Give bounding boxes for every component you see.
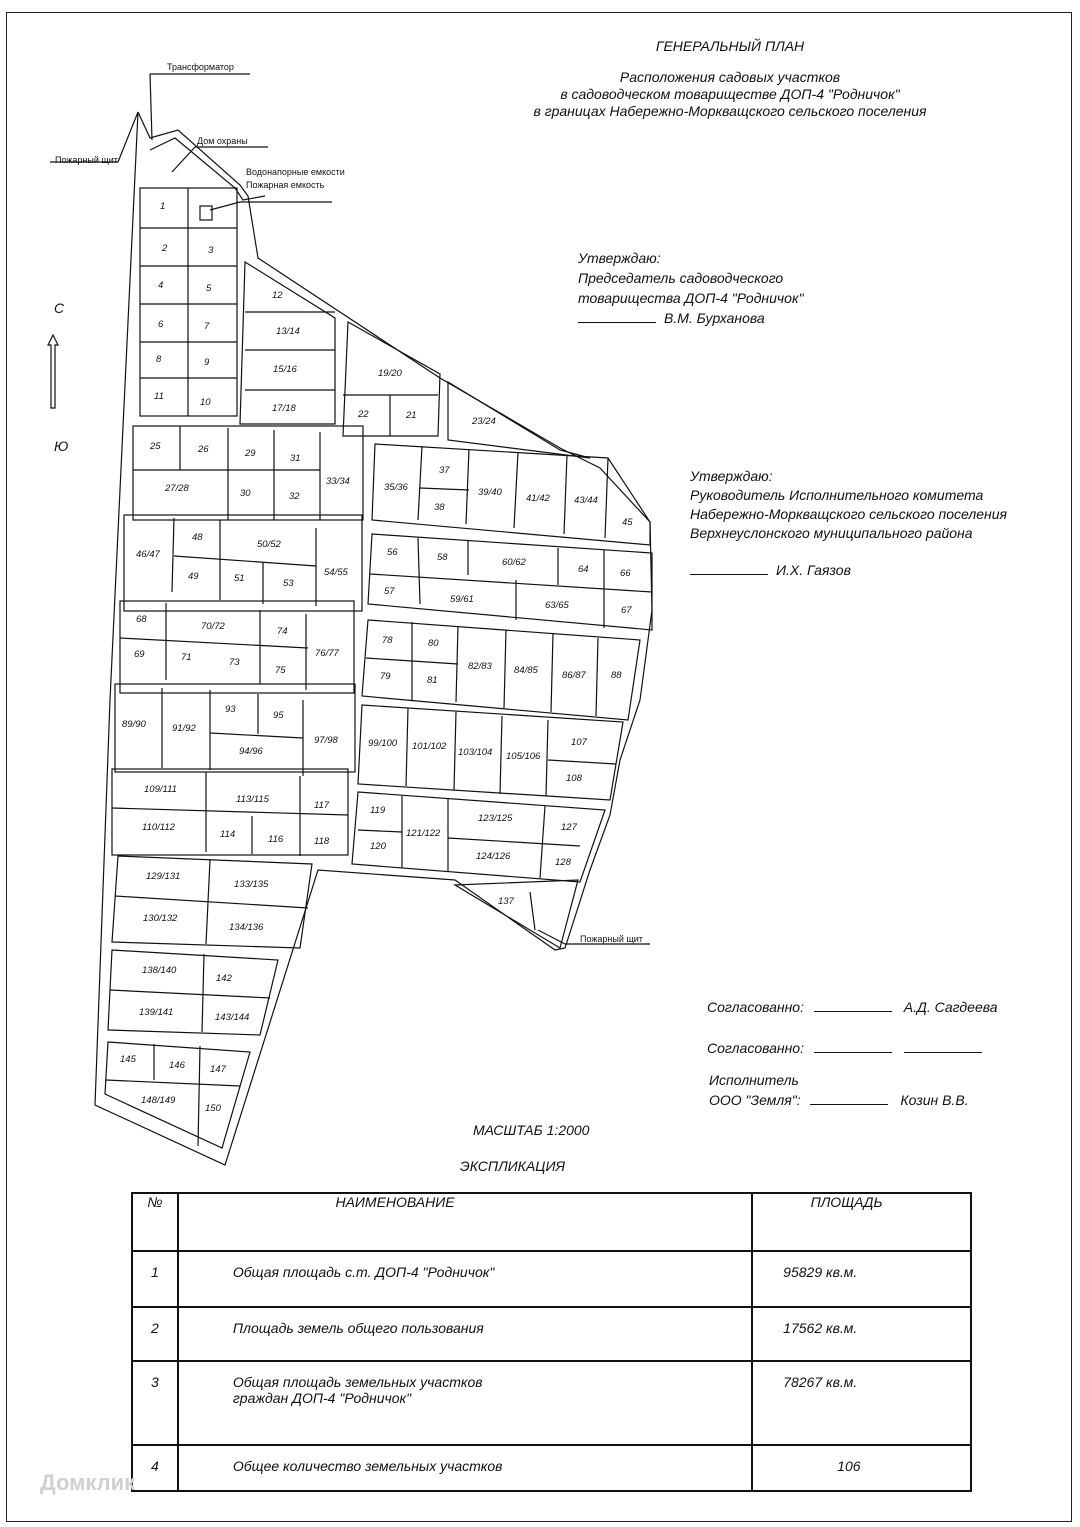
block	[133, 426, 363, 520]
plot-number-label: 5	[206, 283, 212, 294]
plot-number-label: 150	[205, 1103, 221, 1114]
plot-number-label: 116	[268, 834, 284, 845]
header-no: №	[132, 1193, 178, 1251]
plot-number-label: 66	[620, 568, 631, 579]
agreed-signer: А.Д. Сагдеева	[903, 999, 998, 1015]
plot-number-label: 31	[290, 453, 301, 464]
block	[115, 684, 355, 772]
plot-number-label: 130/132	[143, 913, 178, 924]
agreed-label: Согласованно:	[707, 999, 804, 1015]
plot-number-label: 3	[208, 245, 214, 256]
plot-number-label: 89/90	[122, 719, 146, 730]
plot-number-label: 133/135	[234, 879, 269, 890]
plot-number-label: 127	[561, 822, 577, 833]
label-water-tanks: Водонапорные емкости	[246, 167, 345, 177]
north-arrow-icon	[48, 335, 58, 408]
approval-line: Руководитель Исполнительного комитета	[690, 487, 984, 503]
row-area: 106	[752, 1445, 971, 1491]
plot-number-label: 70/72	[201, 621, 225, 632]
plot-number-label: 73	[229, 657, 240, 668]
plot-number-label: 82/83	[468, 661, 492, 672]
plot-number-label: 148/149	[141, 1095, 176, 1106]
plot-number-label: 13/14	[276, 326, 300, 337]
row-area: 78267 кв.м.	[752, 1361, 971, 1445]
plot-number-label: 118	[314, 836, 330, 847]
approval-line: товарищества ДОП-4 "Родничок"	[578, 290, 804, 306]
agreed-label: Согласованно:	[707, 1040, 804, 1056]
south-label: Ю	[54, 438, 69, 454]
plot-number-label: 9	[204, 357, 210, 368]
plot-number-label: 67	[621, 605, 632, 616]
table-row	[132, 1361, 971, 1445]
plot-number-label: 103/104	[458, 747, 493, 758]
plot-number-label: 113/115	[236, 794, 269, 805]
plot-number-label: 54/55	[324, 567, 348, 578]
row-name	[178, 1361, 752, 1445]
executor-label: Исполнитель	[709, 1072, 799, 1088]
plot-number-label: 21	[406, 410, 417, 421]
plot-number-label: 117	[314, 800, 330, 811]
plot-number-label: 10	[200, 397, 211, 408]
approval-signer: И.Х. Гаязов	[776, 562, 851, 578]
plot-number-label: 51	[234, 573, 245, 584]
plot-number-label: 76/77	[315, 648, 339, 659]
plot-number-label: 53	[283, 578, 294, 589]
block	[108, 950, 278, 1035]
scale-label: МАСШТАБ 1:2000	[473, 1122, 590, 1138]
header-name: НАИМЕНОВАНИЕ	[178, 1193, 752, 1251]
row-no: 1	[132, 1251, 178, 1307]
table-header-row	[132, 1193, 971, 1251]
plot-number-label: 68	[136, 614, 147, 625]
plot-number-label: 138/140	[142, 965, 177, 976]
table-row	[132, 1445, 971, 1491]
approval-heading: Утверждаю:	[690, 468, 773, 484]
plot-number-label: 80	[428, 638, 439, 649]
plot-number-label: 94/96	[239, 746, 263, 757]
approval-line: Председатель садоводческого	[578, 270, 784, 286]
plot-number-label: 139/141	[139, 1007, 174, 1018]
label-guard-house: Дом охраны	[197, 136, 248, 146]
plot-number-label: 145	[120, 1054, 136, 1065]
plot-number-label: 50/52	[257, 539, 281, 550]
plot-number-label: 71	[181, 652, 192, 663]
plot-number-label: 146	[169, 1060, 185, 1071]
plot-number-label: 78	[382, 635, 393, 646]
row-name: Общая площадь с.т. ДОП-4 "Родничок"	[178, 1251, 752, 1307]
plot-number-label: 75	[275, 665, 286, 676]
plot-number-label: 4	[158, 280, 164, 291]
plot-number-label: 58	[437, 552, 448, 563]
plot-number-label: 46/47	[136, 549, 160, 560]
plot-number-label: 39/40	[478, 487, 502, 498]
plot-number-label: 38	[434, 502, 445, 513]
plot-number-label: 137	[498, 896, 514, 907]
subtitle-line: Расположения садовых участков	[619, 69, 841, 85]
label-transformer: Трансформатор	[167, 62, 234, 72]
plot-number-label: 143/144	[215, 1012, 250, 1023]
header-area: ПЛОЩАДЬ	[752, 1193, 971, 1251]
plot-number-label: 69	[134, 649, 145, 660]
explication-table	[131, 1192, 972, 1492]
plot-number-label: 63/65	[545, 600, 569, 611]
plot-number-label: 41/42	[526, 493, 550, 504]
plot-number-label: 17/18	[272, 403, 296, 414]
plot-number-label: 79	[380, 671, 391, 682]
plot-number-label: 30	[240, 488, 251, 499]
table-row	[132, 1251, 971, 1307]
block	[352, 792, 605, 882]
plot-number-label: 45	[622, 517, 633, 528]
plot-number-label: 32	[289, 491, 300, 502]
subtitle-line: в границах Набережно-Моркващского сельского поселения	[533, 103, 927, 119]
plot-number-label: 74	[277, 626, 288, 637]
plot-number-label: 2	[162, 243, 168, 254]
table-row	[132, 1307, 971, 1361]
plot-number-label: 119	[370, 805, 386, 816]
plot-number-label: 59/61	[450, 594, 474, 605]
executor-company: ООО "Земля":	[709, 1092, 801, 1108]
approval-heading: Утверждаю:	[578, 250, 661, 266]
label-fire-shield: Пожарный щит	[55, 155, 118, 165]
block	[362, 620, 640, 720]
plot-number-label: 35/36	[384, 482, 408, 493]
plot-number-label: 81	[427, 675, 438, 686]
watermark: Домклик	[40, 1470, 136, 1495]
approval-signer: В.М. Бурханова	[664, 310, 765, 326]
block	[455, 880, 578, 948]
plot-number-label: 121/122	[406, 828, 441, 839]
plot-number-label: 93	[225, 704, 236, 715]
plan-title: ГЕНЕРАЛЬНЫЙ ПЛАН	[655, 38, 805, 54]
row-no: 4	[132, 1445, 178, 1491]
plot-number-label: 95	[273, 710, 284, 721]
plot-number-label: 22	[358, 409, 369, 420]
plot-number-label: 29	[245, 448, 256, 459]
row-area: 95829 кв.м.	[752, 1251, 971, 1307]
subtitle-line: в садоводческом товариществе ДОП-4 "Родничок"	[560, 86, 900, 102]
plot-number-label: 142	[216, 973, 232, 984]
plot-number-label: 124/126	[476, 851, 511, 862]
block	[124, 515, 362, 611]
row-no: 3	[132, 1361, 178, 1445]
plot-number-label: 26	[198, 444, 209, 455]
plot-number-label: 1	[160, 201, 166, 212]
plot-number-label: 101/102	[412, 741, 447, 752]
row-name-line: граждан ДОП-4 "Родничок"	[232, 1390, 412, 1406]
plot-number-label: 147	[210, 1064, 226, 1075]
explication-title: ЭКСПЛИКАЦИЯ	[460, 1158, 565, 1174]
plot-number-label: 84/85	[514, 665, 538, 676]
plot-number-label: 11	[154, 391, 164, 402]
block	[120, 601, 354, 693]
plot-number-label: 37	[439, 465, 450, 476]
approval-line: Набережно-Моркващского сельского поселения	[690, 506, 1007, 522]
plot-number-label: 123/125	[478, 813, 513, 824]
label-fire-shield-bottom: Пожарный щит	[580, 934, 643, 944]
label-fire-tank: Пожарная емкость	[246, 180, 325, 190]
plot-number-label: 108	[566, 773, 582, 784]
plot-number-label: 64	[578, 564, 589, 575]
fire-tank	[200, 206, 212, 220]
plot-number-label: 8	[156, 354, 162, 365]
plot-number-label: 91/92	[172, 723, 196, 734]
plot-number-label: 19/20	[378, 368, 402, 379]
row-no: 2	[132, 1307, 178, 1361]
plot-number-label: 33/34	[326, 476, 350, 487]
row-name: Площадь земель общего пользования	[178, 1307, 752, 1361]
plot-number-label: 88	[611, 670, 622, 681]
plot-number-label: 48	[192, 532, 203, 543]
plot-number-label: 129/131	[146, 871, 181, 882]
plot-number-label: 56	[387, 547, 398, 558]
plot-number-label: 109/111	[144, 784, 177, 795]
plot-number-label: 27/28	[165, 483, 189, 494]
north-label: С	[54, 300, 65, 316]
plot-number-label: 134/136	[229, 922, 264, 933]
plot-number-label: 25	[150, 441, 161, 452]
plot-number-label: 57	[384, 586, 395, 597]
site-boundary	[95, 112, 652, 1165]
row-area: 17562 кв.м.	[752, 1307, 971, 1361]
plot-number-label: 114	[220, 829, 236, 840]
plot-number-label: 107	[571, 737, 587, 748]
plot-number-label: 7	[204, 321, 210, 332]
plot-number-label: 97/98	[314, 735, 338, 746]
row-name: Общее количество земельных участков	[178, 1445, 752, 1491]
plot-number-label: 15/16	[273, 364, 297, 375]
block	[368, 534, 652, 630]
plot-number-label: 86/87	[562, 670, 586, 681]
block	[448, 382, 590, 458]
plot-number-label: 6	[158, 319, 164, 330]
plot-number-label: 110/112	[142, 822, 175, 833]
row-name-line: Общая площадь земельных участков	[232, 1374, 483, 1390]
plot-number-label: 120	[370, 841, 386, 852]
plot-number-label: 49	[188, 571, 199, 582]
plot-number-label: 99/100	[368, 738, 398, 749]
executor-signer: Козин В.В.	[900, 1092, 969, 1108]
plot-number-label: 43/44	[574, 495, 598, 506]
plot-number-label: 60/62	[502, 557, 526, 568]
plot-number-label: 23/24	[472, 416, 496, 427]
block	[240, 262, 335, 424]
approval-line: Верхнеуслонского муниципального района	[690, 525, 973, 541]
plot-number-label: 12	[272, 290, 283, 301]
plot-number-label: 128	[555, 857, 571, 868]
plot-number-label: 105/106	[506, 751, 541, 762]
